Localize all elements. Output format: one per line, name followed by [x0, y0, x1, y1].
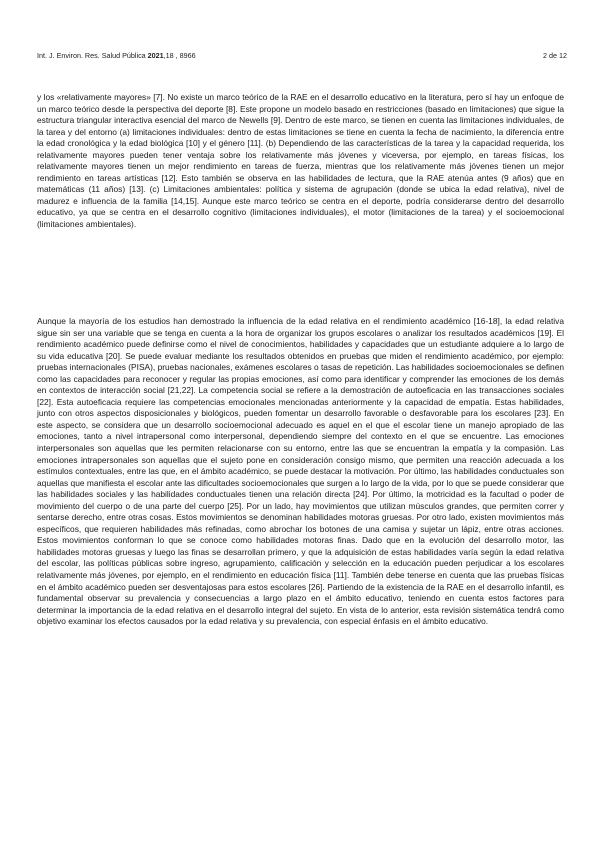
- journal-year: 2021: [147, 51, 164, 60]
- journal-name: Int. J. Environ. Res. Salud Pública: [37, 51, 146, 60]
- journal-citation: [37, 51, 196, 60]
- body-paragraph-1: y los «relativamente mayores» [7]. No existe un marco teórico de la RAE en el desarrollo educativo en la literatura, pero sí hay un enfoque de un marco teórico desde la perspectiva del deporte [8]. Este propone un modelo basado en restricciones (basado en limitaciones) que sigue la estructura triangular interactiva esencial del marco de Newells [9]. Dentro de este marco, se tienen en cuenta las limitaciones individuales, de la tarea y del entorno (a) limitaciones individuales: dentro de estas limitaciones se tiene en cuenta la fecha de nacimiento, la diferencia entre la edad cronológica y la edad biológica [10] y el género [11]. (b) Dependiendo de las características de la tarea y la capacidad requerida, los relativamente mayores pueden tener ventaja sobre los relativamente más jóvenes y viceversa, por ejemplo, en tareas físicas, los relativamente mayores tienen un mejor rendimiento en tareas de fuerza, mientras que los relativamente más jóvenes tienen un mejor rendimiento en tareas artísticas [12]. Esto también se observa en las habilidades de lectura, que la RAE atenúa antes (9 años) que en matemáticas (11 años) [13]. (c) Limitaciones ambientales: política y sistema de agrupación (donde se ubica la edad relativa), nivel de madurez e influencia de la familia [14,15]. Aunque este marco teórico se centra en el deporte, podría considerarse dentro del desarrollo educativo, ya que se centra en el desarrollo cognitivo (limitaciones individuales), el motor (limitaciones de la tarea) y el socioemocional (limitaciones ambientales).: [37, 92, 564, 230]
- body-paragraph-2: Aunque la mayoría de los estudios han demostrado la influencia de la edad relativa en el rendimiento académico [16-18], la edad relativa sigue sin ser una variable que se tenga en cuenta a la hora de organizar los grupos escolares o analizar los resultados académicos [19]. El rendimiento académico puede definirse como el nivel de conocimientos, habilidades y capacidades que un estudiante adquiere a lo largo de su vida educativa [20]. Se puede evaluar mediante los resultados obtenidos en pruebas que miden el rendimiento académico, por ejemplo: pruebas internacionales (PISA), pruebas nacionales, exámenes escolares o tasas de repetición. Las habilidades socioemocionales se definen como las capacidades para reconocer y regular las propias emociones, así como para identificar y comprender las emociones de los demás en contextos de interacción social [21,22]. La competencia social se refiere a la demostración de autoeficacia en las transacciones sociales [22]. Esta autoeficacia requiere las competencias emocionales mencionadas anteriormente y la capacidad de empatía. Estas habilidades, junto con otros aspectos disposicionales y biológicos, pueden fomentar un desarrollo favorable o desfavorable para los escolares [23]. En este aspecto, se considera que un desarrollo socioemocional adecuado es aquel en el que el escolar tiene un manejo apropiado de las emociones, tanto a nivel intrapersonal como interpersonal, dependiendo siempre del contexto en el que se encuentre. Las emociones interpersonales son aquellas que les permiten relacionarse con su entorno, entre las que se encuentran la empatía y la compasión. Las emociones intrapersonales son aquellas que el sujeto pone en consideración consigo mismo, que permiten una reacción adecuada a los estímulos contextuales, entre las que, en el ámbito académico, se puede destacar la motivación. Por último, las habilidades conductuales son aquellas que manifiesta el escolar ante las dificultades socioemocionales que surgen a lo largo de la vida, por lo que se puede considerar que las habilidades sociales y las habilidades conductuales tienen una relación directa [24]. Por último, la motricidad es la facultad o poder de movimiento del cuerpo o de una parte del cuerpo [25]. Por un lado, hay movimientos que utilizan músculos grandes, que permiten correr y sentarse derecho, entre otras cosas. Estos movimientos se denominan habilidades motoras gruesas. Por otro lado, existen movimientos más específicos, que requieren habilidades más refinadas, como abrochar los botones de una camisa y sujetar un lápiz, entre otras acciones. Estos movimientos conforman lo que se conoce como habilidades motoras finas. Dado que en la evolución del desarrollo motor, las habilidades motoras gruesas y luego las finas se desarrollan primero, y que la adquisición de estas habilidades varía según la edad relativa del escolar, las políticas públicas sobre ingreso, agrupamiento, calificación y selección en la educación pueden perjudicar a los escolares relativamente más jóvenes, por ejemplo, en el rendimiento en educación física [11]. También debe tenerse en cuenta que las pruebas físicas en el ámbito académico pueden ser desventajosas para estos escolares [26]. Partiendo de la existencia de la RAE en el desarrollo infantil, es fundamental observar su prevalencia y consecuencias a largo plazo en el ámbito educativo, teniendo en cuenta estos factores para determinar la importancia de la edad relativa en el desarrollo integral del sujeto. En vista de lo anterior, esta revisión sistemática tendrá como objetivo examinar los efectos causados por la edad relativa y su prevalencia, con especial énfasis en el ámbito educativo.: [37, 316, 565, 627]
- page-header: [37, 51, 567, 60]
- page-number: 2 de 12: [543, 51, 567, 60]
- journal-volume-article: ,18 , 8966: [163, 51, 196, 60]
